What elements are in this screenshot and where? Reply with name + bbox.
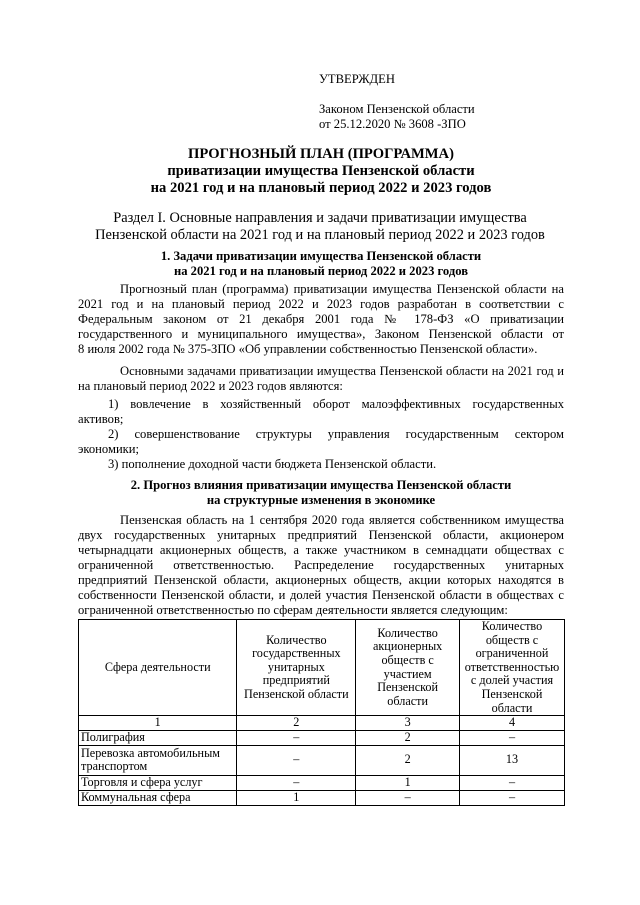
task-item-1 — [78, 397, 564, 427]
table-cell: Торговля и сфера услуг — [79, 775, 237, 790]
table-cell: 1 — [237, 790, 356, 805]
subsection-2-line-1: 2. Прогноз влияния приватизации имущества Пензенской области — [130, 478, 512, 492]
section-heading — [70, 210, 570, 244]
table-cell: – — [356, 790, 460, 805]
table-cell: Полиграфия — [79, 730, 237, 745]
subsection-2-line-2: на структурные изменения в экономике — [206, 493, 436, 507]
table-cell: 13 — [460, 745, 565, 775]
paragraph-line: собственности Пензенской области, и долей участия Пензенской области в обществах с — [78, 588, 564, 602]
approval-line-date: от 25.12.2020 № 3608 -ЗПО — [319, 117, 466, 131]
title-line-3: на 2021 год и на плановый период 2022 и 2023 годов — [150, 180, 492, 196]
header-activity-sphere: Сфера деятельности — [79, 620, 237, 716]
table-cell: 4 — [460, 716, 565, 731]
table-cell: – — [460, 790, 565, 805]
paragraph-main-tasks — [78, 364, 564, 394]
table-cell: 2 — [356, 730, 460, 745]
paragraph-line: Пензенская область на 1 сентября 2020 года является собственником имущества — [120, 513, 564, 527]
paragraph-line: на плановый период 2022 и 2023 годов являются: — [78, 379, 343, 393]
paragraph-line: 8 июля 2002 года № 375-ЗПО «Об управлении собственностью Пензенской области». — [78, 342, 538, 356]
table-cell: – — [237, 775, 356, 790]
table-row — [79, 730, 565, 745]
table-cell: – — [460, 730, 565, 745]
section-heading-line-1: Раздел I. Основные направления и задачи приватизации имущества — [113, 210, 527, 226]
paragraph-line: Основными задачами приватизации имущества Пензенской области на 2021 год и — [120, 364, 564, 378]
paragraph-line: государственного и муниципального имущества», Законом Пензенской области от — [78, 327, 564, 341]
table-cell: Перевозка автомобильным транспортом — [79, 745, 237, 775]
table-cell: 2 — [237, 716, 356, 731]
task-item-2 — [78, 427, 564, 457]
subsection-1-heading — [78, 249, 564, 279]
table-cell: – — [237, 745, 356, 775]
table-cell: – — [237, 730, 356, 745]
paragraph-line: Федеральным законом от 21 декабря 2001 года № 178-ФЗ «О приватизации — [78, 312, 564, 326]
subsection-2-heading — [78, 478, 564, 508]
table-cell: 1 — [79, 716, 237, 731]
paragraph-line: ограниченной ответственностью по сферам деятельности является следующим: — [78, 603, 508, 617]
paragraph-line: предприятий Пензенской области, акционерных обществ, акции которых находятся в — [78, 573, 564, 587]
paragraph-line: двух государственных унитарных предприятий Пензенской области, акционером — [78, 528, 564, 542]
paragraph-line: Прогнозный план (программа) приватизации имущества Пензенской области на — [120, 282, 564, 296]
task-item-3 — [78, 457, 564, 472]
header-llc-shares: Количество обществ с ограниченной ответственностью с долей участия Пензенской области — [460, 620, 565, 716]
table-row — [79, 775, 565, 790]
paragraph-line: четырнадцати акционерных обществ, а также участником в семнадцати обществах с — [78, 543, 564, 557]
table-header-row — [79, 620, 565, 716]
task-line: экономики; — [78, 442, 140, 456]
table-cell: 1 — [356, 775, 460, 790]
paragraph-plan-basis — [78, 282, 564, 357]
table-row — [79, 790, 565, 805]
subsection-1-line-1: 1. Задачи приватизации имущества Пензенской области — [160, 249, 482, 263]
table-cell: 3 — [356, 716, 460, 731]
task-line: активов; — [78, 412, 124, 426]
header-joint-stock-companies: Количество акционерных обществ с участием Пензенской области — [356, 620, 460, 716]
table-cell: – — [460, 775, 565, 790]
subsection-1-line-2: на 2021 год и на плановый период 2022 и 2023 годов — [173, 264, 469, 278]
paragraph-line: 2021 год и на плановый период 2022 и 2023 годов разработан в соответствии с — [78, 297, 564, 311]
approval-line-law: Законом Пензенской области — [319, 102, 475, 116]
paragraph-line: ограниченной ответственностью. Распределение государственных унитарных — [78, 558, 564, 572]
approval-line-approved: УТВЕРЖДЕН — [319, 72, 395, 86]
table-row — [79, 745, 565, 775]
document-title — [78, 146, 564, 197]
table-cell: 2 — [356, 745, 460, 775]
table-numbering-row — [79, 716, 565, 731]
title-line-1: ПРОГНОЗНЫЙ ПЛАН (ПРОГРАММА) — [188, 146, 454, 162]
title-line-2: приватизации имущества Пензенской области — [167, 163, 475, 179]
paragraph-property-distribution — [78, 513, 564, 618]
activity-distribution-table — [78, 619, 565, 806]
task-line: 3) пополнение доходной части бюджета Пензенской области. — [108, 457, 437, 471]
table-cell: Коммунальная сфера — [79, 790, 237, 805]
approval-stamp — [319, 72, 619, 132]
task-line: 1) вовлечение в хозяйственный оборот малоэффективных государственных — [108, 397, 564, 411]
task-line: 2) совершенствование структуры управления государственным сектором — [108, 427, 564, 441]
section-heading-line-2: Пензенской области на 2021 год и на плановый период 2022 и 2023 годов — [95, 227, 545, 243]
header-unitary-enterprises: Количество государственных унитарных предприятий Пензенской области — [237, 620, 356, 716]
